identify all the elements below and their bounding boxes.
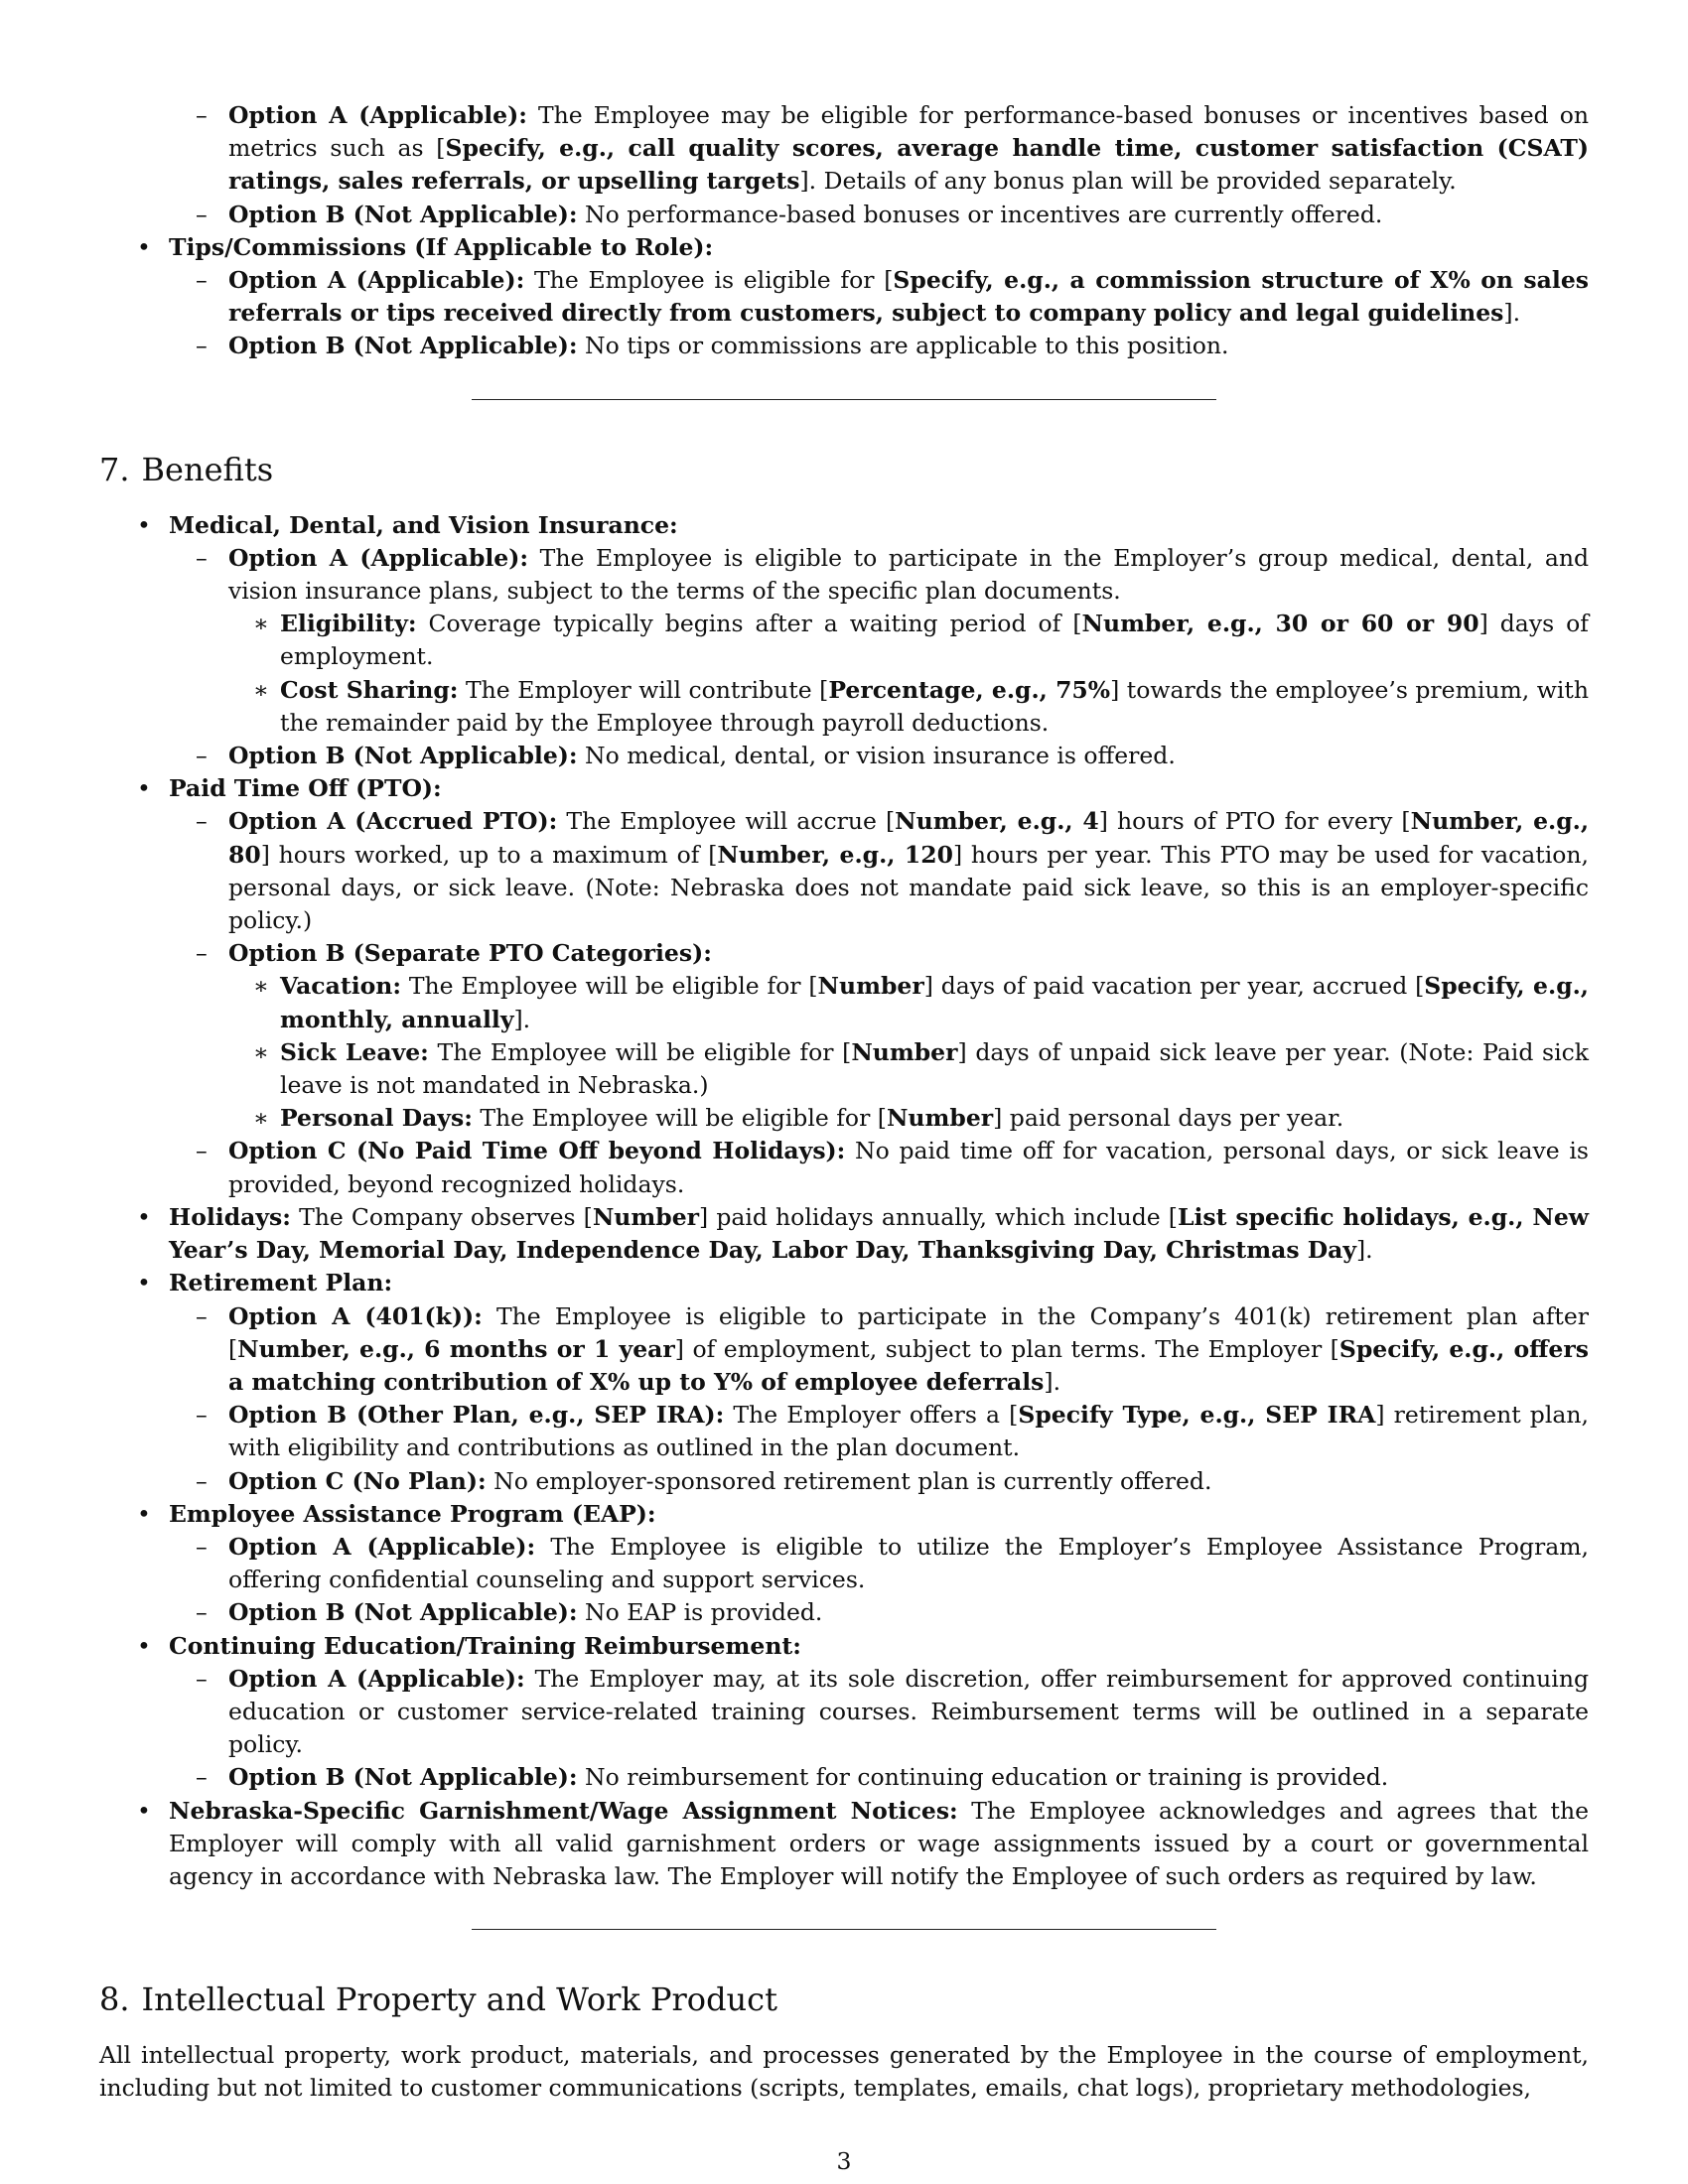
list-item — [169, 1761, 1589, 1794]
text: ] retirement plan, with eligibility and contributions as outlined in the plan document. — [228, 1401, 1589, 1462]
text: No EAP is provided. — [577, 1598, 823, 1627]
text: The Employee will be eligible for [ — [401, 972, 818, 1001]
tips-options-list — [169, 264, 1589, 363]
text: ] hours of PTO for every [ — [1098, 807, 1411, 836]
list-item — [99, 1267, 1589, 1497]
bold-text: Option B (Not Applicable): — [228, 1598, 578, 1627]
list-item — [228, 970, 1589, 1035]
paragraph: All intellectual property, work product, materials, and processes generated by the Employee in the course of employment, including but not limited to customer communications (scripts, templates, emails, chat logs), proprietary methodologies, — [99, 2041, 1589, 2103]
bold-text: Percentage, e.g., 75% — [828, 675, 1111, 704]
bold-text: Eligibility: — [280, 610, 417, 638]
page-number: 3 — [836, 2147, 852, 2175]
list-item — [169, 1135, 1589, 1200]
text: The Employee may be eligible for performance-based bonuses or incentives based on metrics such as [ — [228, 101, 1590, 163]
list-item — [169, 330, 1589, 362]
bold-text: Option C (No Paid Time Off beyond Holidays): — [228, 1137, 846, 1165]
text: No performance-based bonuses or incentives are currently offered. — [577, 200, 1383, 228]
bold-text: Number — [886, 1104, 994, 1133]
text: The Employee acknowledges and agrees that the Employer will comply with all valid garnishment orders or wage assignments issued by a court or governmental agency in accordance with Nebraska law. The Employer will notify the Employee of such orders as required by law. — [169, 1796, 1590, 1890]
list-item — [99, 1630, 1589, 1795]
bold-text: Option B (Not Applicable): — [228, 332, 578, 360]
text: The Employee is eligible to participate in the Employer’s group medical, dental, and vision insurance plans, subject to the terms of the specific plan documents. — [228, 543, 1590, 606]
sublist — [169, 1663, 1589, 1795]
section-heading-benefits: 7. Benefits — [99, 450, 274, 488]
text: ]. — [1356, 1236, 1373, 1265]
list-item — [169, 1399, 1589, 1464]
text: ] days of employment. — [280, 610, 1589, 671]
bold-text: Option A (Applicable): — [228, 1664, 525, 1693]
text: ]. Details of any bonus plan will be provided separately. — [799, 167, 1457, 196]
compensation-list — [99, 231, 1589, 363]
bold-text: Option A (Applicable): — [228, 1532, 536, 1561]
text: ] days of unpaid sick leave per year. (Note: Paid sick leave is not mandated in Nebraska.) — [280, 1037, 1590, 1100]
section-divider — [472, 399, 1216, 400]
text: The Employee is eligible to utilize the Employer’s Employee Assistance Program, offering confidential counseling and support services. — [228, 1532, 1590, 1594]
bold-text: Number, e.g., 30 or 60 or 90 — [1081, 610, 1479, 638]
list-item — [169, 264, 1589, 330]
text: ] paid holidays annually, which include [ — [699, 1202, 1178, 1231]
bold-text: Holidays: — [169, 1202, 291, 1231]
text: ]. — [1044, 1367, 1061, 1396]
bold-text: Option A (Applicable): — [228, 543, 529, 572]
text: ] of employment, subject to plan terms. The Employer [ — [674, 1334, 1339, 1363]
text: The Employee will be eligible for [ — [472, 1104, 887, 1133]
bold-text: Option B (Separate PTO Categories): — [228, 939, 712, 968]
benefits-list — [99, 509, 1589, 1894]
list-item — [99, 509, 1589, 773]
text: The Employee is eligible for [ — [524, 266, 894, 295]
text: No paid time off for vacation, personal days, or sick leave is provided, beyond recognized holidays. — [228, 1137, 1589, 1198]
bold-text: Nebraska-Specific Garnishment/Wage Assignment Notices: — [169, 1796, 958, 1825]
list-item — [99, 1498, 1589, 1630]
list-item — [99, 1201, 1589, 1267]
bold-text: Number, e.g., 6 months or 1 year — [237, 1334, 675, 1363]
text: No tips or commissions are applicable to this position. — [577, 332, 1229, 360]
sublist — [169, 1300, 1589, 1498]
list-item — [228, 1102, 1589, 1135]
list-item — [228, 674, 1589, 740]
text: The Employer may, at its sole discretion, offer reimbursement for approved continuing education or customer service-related training courses. Reimbursement terms will be outlined in a separate policy. — [228, 1664, 1589, 1759]
item-heading: Paid Time Off (PTO): — [169, 774, 442, 803]
bold-text: Number — [817, 972, 924, 1001]
list-item — [169, 542, 1589, 740]
bold-text: Number, e.g., 80 — [228, 807, 1590, 869]
item-heading: Medical, Dental, and Vision Insurance: — [169, 510, 678, 539]
item-heading: Employee Assistance Program (EAP): — [169, 1499, 656, 1528]
text: No employer-sponsored retirement plan is currently offered. — [486, 1466, 1212, 1495]
list-item — [169, 1300, 1589, 1400]
bold-text: Specify, e.g., monthly, annually — [280, 972, 1589, 1033]
text: ]. — [1503, 299, 1521, 328]
text: No medical, dental, or vision insurance is offered. — [577, 742, 1176, 770]
text: The Company observes [ — [290, 1202, 593, 1231]
list-item — [169, 1663, 1589, 1762]
bold-text: Specify, e.g., offers a matching contribution of X% up to Y% of employee deferrals — [228, 1334, 1589, 1396]
bold-text: Number, e.g., 4 — [895, 807, 1099, 836]
bold-text: Specify, e.g., call quality scores, average handle time, customer satisfaction (CSAT) ratings, sales referrals, or upselling targets — [228, 134, 1590, 196]
text: No reimbursement for continuing education or training is provided. — [577, 1763, 1389, 1792]
text: ] paid personal days per year. — [993, 1104, 1344, 1133]
bonus-options-list — [99, 99, 1589, 231]
bold-text: Option B (Other Plan, e.g., SEP IRA): — [228, 1401, 725, 1430]
sublist — [169, 1531, 1589, 1630]
list-item — [228, 608, 1589, 673]
section-heading-intellectual-property: 8. Intellectual Property and Work Product — [99, 1980, 777, 2019]
item-heading: Tips/Commissions (If Applicable to Role): — [169, 232, 714, 261]
text: ] towards the employee’s premium, with the remainder paid by the Employee through payroll deductions. — [280, 675, 1589, 737]
item-heading: Continuing Education/Training Reimbursement: — [169, 1631, 801, 1660]
text: ] hours worked, up to a maximum of [ — [260, 840, 718, 869]
bold-text: Option A (Applicable): — [228, 101, 527, 129]
bold-text: Option A (Applicable): — [228, 266, 525, 295]
bold-text: Specify Type, e.g., SEP IRA — [1018, 1401, 1376, 1430]
list-item — [169, 1531, 1589, 1596]
bold-text: Option B (Not Applicable): — [228, 1763, 578, 1792]
text: ] hours per year. This PTO may be used for vacation, personal days, or sick leave. (Note: Nebraska does not mandate paid sick leave, so this is an employer-specific policy.) — [228, 840, 1589, 935]
text: The Employer will contribute [ — [458, 675, 829, 704]
bold-text: List specific holidays, e.g., New Year’s Day, Memorial Day, Independence Day, Labor Day, Thanksgiving Day, Christmas Day — [169, 1202, 1589, 1265]
bold-text: Personal Days: — [280, 1104, 473, 1133]
bold-text: Option B (Not Applicable): — [228, 742, 578, 770]
text: The Employer offers a [ — [724, 1401, 1019, 1430]
list-item — [169, 805, 1589, 937]
list-item — [169, 1596, 1589, 1629]
text: The Employee is eligible to participate in the Company’s 401(k) retirement plan after [ — [228, 1301, 1589, 1363]
sublist — [228, 970, 1589, 1135]
bold-text: Number, e.g., 120 — [717, 840, 953, 869]
text: Coverage typically begins after a waiting period of [ — [416, 610, 1082, 638]
bold-text: Number — [592, 1202, 700, 1231]
bold-text: Sick Leave: — [280, 1037, 429, 1066]
sublist — [169, 542, 1589, 772]
bold-text: Option A (401(k)): — [228, 1301, 483, 1330]
list-item — [99, 772, 1589, 1201]
sublist — [228, 608, 1589, 740]
list-item — [169, 937, 1589, 1135]
section-divider — [472, 1929, 1216, 1930]
list-item — [99, 231, 1589, 363]
bold-text: Specify, e.g., a commission structure of X% on sales referrals or tips received directly from customers, subject to company policy and legal guidelines — [228, 266, 1590, 328]
text: The Employee will be eligible for [ — [428, 1037, 852, 1066]
list-item — [169, 1465, 1589, 1498]
bold-text: Vacation: — [280, 972, 402, 1001]
list-item — [228, 1036, 1589, 1102]
bold-text: Number — [851, 1037, 958, 1066]
item-heading: Retirement Plan: — [169, 1269, 393, 1297]
text: ]. — [513, 1005, 531, 1033]
sublist — [169, 805, 1589, 1200]
bold-text: Option C (No Plan): — [228, 1466, 487, 1495]
list-item — [169, 199, 1589, 231]
text: ] days of paid vacation per year, accrued [ — [923, 972, 1425, 1001]
bold-text: Option A (Accrued PTO): — [228, 807, 558, 836]
list-item — [99, 1795, 1589, 1894]
text: The Employee will accrue [ — [557, 807, 896, 836]
list-item — [169, 99, 1589, 199]
list-item — [169, 740, 1589, 772]
bold-text: Option B (Not Applicable): — [228, 200, 578, 228]
bold-text: Cost Sharing: — [280, 675, 459, 704]
document-page — [99, 99, 1589, 2106]
